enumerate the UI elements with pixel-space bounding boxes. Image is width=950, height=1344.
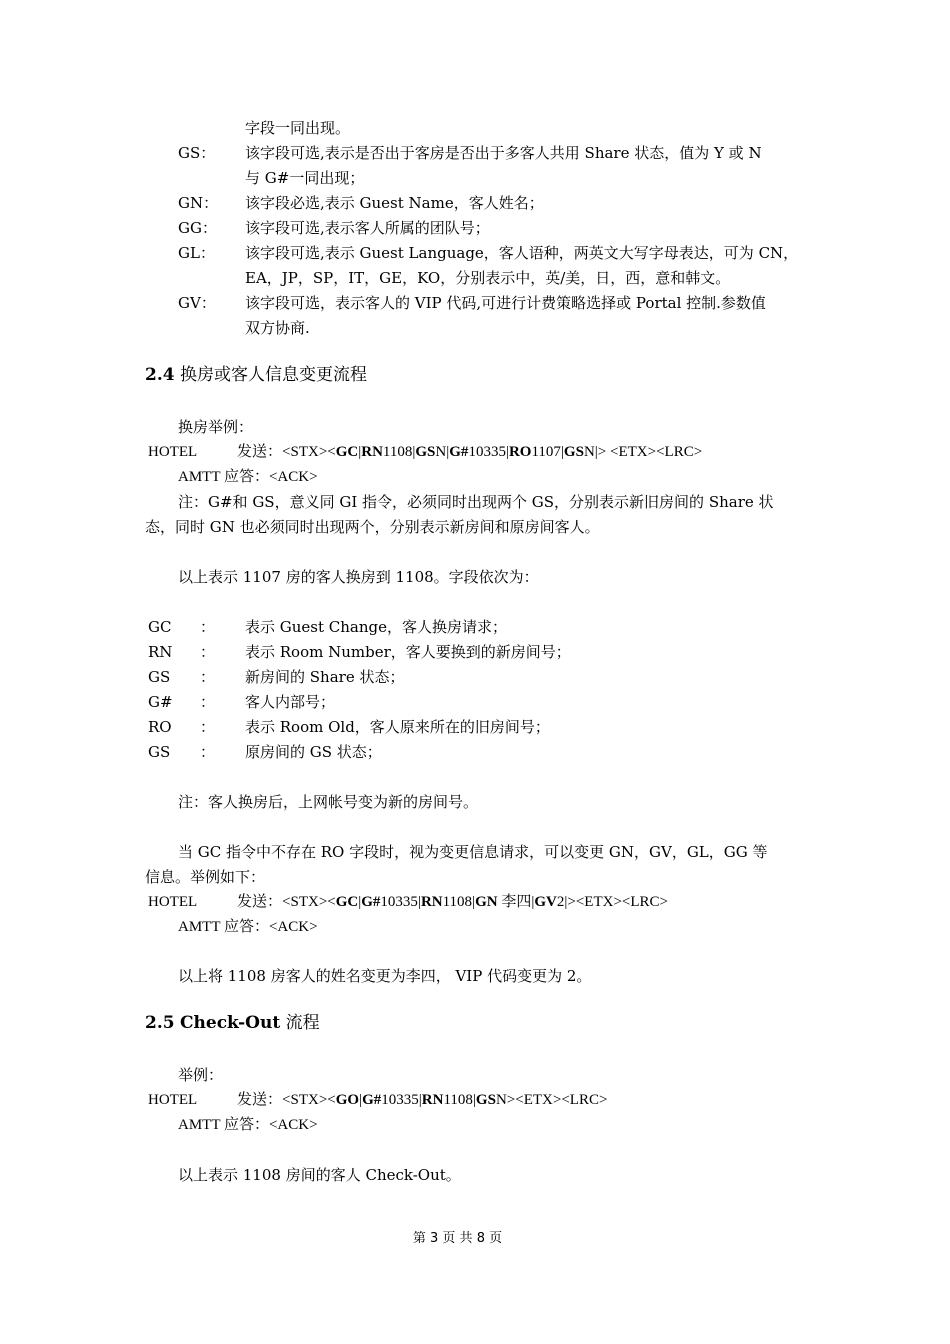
msg-field-code: GS: [415, 444, 436, 460]
example-label: 举例：: [178, 1066, 224, 1084]
msg-field-value: 10335: [468, 444, 506, 460]
msg-separator: |: [560, 444, 564, 460]
note-line-1: 注：G#和 GS，意义同 GI 指令，必须同时出现两个 GS，分别表示新旧房间的 Share 状: [178, 493, 774, 511]
amtt-reply-3: AMTT 应答：<ACK>: [178, 1117, 318, 1133]
field-code: GC: [148, 618, 172, 636]
hotel-label: HOTEL: [148, 1092, 198, 1108]
msg-field-code: RN: [361, 444, 383, 460]
msg-separator: |: [417, 894, 421, 910]
def-desc-gg: 该字段可选,表示客人所属的团队号；: [245, 219, 490, 237]
msg-field-code: GC: [335, 444, 359, 460]
heading-number: 2.5: [145, 1013, 175, 1033]
heading-text: 换房或客人信息变更流程: [179, 365, 367, 385]
hotel-label: HOTEL: [148, 444, 198, 460]
def-desc-gl-2: EA，JP，SP，IT，GE，KO，分别表示中，英/美，日，西，意和韩文。: [245, 269, 731, 287]
send-label: 发送：: [237, 894, 283, 910]
msg-token: <STX><: [282, 894, 336, 910]
msg-field-code: GC: [335, 894, 359, 910]
def-key-gs: GS：: [178, 144, 216, 162]
msg-field-code: G#: [361, 894, 381, 910]
message-swap-room: [237, 442, 702, 462]
msg-field-value: 李四: [497, 894, 532, 910]
amtt-reply-1: AMTT 应答：<ACK>: [178, 469, 318, 485]
msg-token: |> <ETX><LRC>: [594, 444, 703, 460]
msg-separator: |: [358, 444, 362, 460]
change-line-2: 信息。举例如下：: [145, 868, 266, 886]
field-colon: ：: [200, 693, 216, 711]
page-number: 第 3 页 共 8 页: [412, 1231, 503, 1246]
msg-field-value: N: [495, 1092, 507, 1108]
field-code: GS: [148, 668, 171, 686]
def-desc-gv-1: 该字段可选，表示客人的 VIP 代码,可进行计费策略选择或 Portal 控制.参数值: [245, 294, 766, 312]
msg-field-code: GS: [475, 1092, 496, 1108]
field-colon: ：: [200, 643, 216, 661]
msg-field-value: 1107: [531, 444, 561, 460]
field-code: RO: [148, 718, 172, 736]
change-summary: 以上将 1108 房客人的姓名变更为李四， VIP 代码变更为 2。: [178, 967, 592, 985]
msg-separator: |: [531, 894, 535, 910]
msg-field-code: RN: [421, 1092, 444, 1108]
msg-field-code: GO: [335, 1092, 360, 1108]
heading-text-bold: Check-Out: [179, 1013, 281, 1033]
field-colon: ：: [200, 718, 216, 736]
msg-token: |><ETX><LRC>: [564, 894, 668, 910]
msg-field-code: RN: [420, 894, 443, 910]
msg-separator: |: [359, 1092, 363, 1108]
field-colon: ：: [200, 743, 216, 761]
msg-token: <STX><: [282, 444, 336, 460]
field-desc: 表示 Room Old，客人原来所在的旧房间号；: [245, 718, 550, 736]
field-code: GS: [148, 743, 171, 761]
msg-separator: |: [358, 894, 362, 910]
msg-separator: |: [446, 444, 450, 460]
field-code: RN: [148, 643, 173, 661]
def-key-gv: GV：: [178, 294, 216, 312]
def-key-gl: GL：: [178, 244, 215, 262]
field-desc: 表示 Guest Change，客人换房请求；: [245, 618, 508, 636]
msg-separator: |: [472, 894, 476, 910]
msg-field-value: N: [583, 444, 595, 460]
msg-field-value: 2: [556, 894, 565, 910]
def-key-gg: GG：: [178, 219, 217, 237]
msg-field-value: 10335: [381, 1092, 419, 1108]
def-desc-gv-2: 双方协商.: [245, 319, 310, 337]
msg-field-value: 10335: [380, 894, 418, 910]
example-label: 换房举例：: [178, 418, 254, 436]
send-label: 发送：: [237, 444, 283, 460]
field-desc: 原房间的 GS 状态；: [245, 743, 382, 761]
field-colon: ：: [200, 618, 216, 636]
section-heading-2-5: [145, 1012, 320, 1034]
message-change-info: [237, 892, 668, 912]
field-colon: ：: [200, 668, 216, 686]
msg-field-code: RO: [508, 444, 532, 460]
field-desc: 客人内部号；: [245, 693, 336, 711]
account-note: 注：客人换房后，上网帐号变为新的房间号。: [178, 793, 479, 811]
msg-separator: |: [505, 444, 509, 460]
msg-field-code: GN: [475, 894, 498, 910]
def-desc-gn: 该字段必选,表示 Guest Name，客人姓名；: [245, 194, 544, 212]
msg-field-code: G#: [449, 444, 469, 460]
message-check-out: [237, 1090, 607, 1110]
msg-token: <STX><: [282, 1092, 336, 1108]
hotel-label: HOTEL: [148, 894, 198, 910]
msg-field-value: 1108: [443, 1092, 473, 1108]
msg-field-code: GV: [534, 894, 557, 910]
gs-cont-text: 字段一同出现。: [245, 119, 351, 137]
msg-separator: |: [412, 444, 416, 460]
msg-field-code: GS: [563, 444, 584, 460]
msg-field-value: N: [435, 444, 447, 460]
msg-field-value: 1108: [442, 894, 473, 910]
amtt-reply-2: AMTT 应答：<ACK>: [178, 919, 318, 935]
send-label: 发送：: [237, 1092, 283, 1108]
msg-field-code: G#: [362, 1092, 382, 1108]
note-line-2: 态，同时 GN 也必须同时出现两个，分别表示新房间和原房间客人。: [145, 518, 600, 536]
section-heading-2-4: [145, 364, 367, 386]
field-desc: 表示 Room Number，客人要换到的新房间号；: [245, 643, 571, 661]
def-key-gn: GN：: [178, 194, 219, 212]
msg-field-value: 1108: [382, 444, 413, 460]
swap-summary: 以上表示 1107 房的客人换房到 1108。字段依次为：: [178, 568, 539, 586]
heading-number: 2.4: [145, 365, 175, 385]
msg-separator: |: [418, 1092, 422, 1108]
msg-token: ><ETX><LRC>: [506, 1092, 608, 1108]
checkout-summary: 以上表示 1108 房间的客人 Check-Out。: [178, 1166, 461, 1184]
heading-text: 流程: [280, 1013, 320, 1033]
def-desc-gs-1: 该字段可选,表示是否出于客房是否出于多客人共用 Share 状态，值为 Y 或 N: [245, 144, 762, 162]
change-line-1: 当 GC 指令中不存在 RO 字段时，视为变更信息请求，可以变更 GN，GV，GL，GG 等: [178, 843, 768, 861]
def-desc-gl-1: 该字段可选,表示 Guest Language，客人语种，两英文大写字母表达，可为 CN，: [245, 244, 799, 262]
field-desc: 新房间的 Share 状态；: [245, 668, 405, 686]
def-desc-gs-2: 与 G#一同出现；: [245, 169, 365, 187]
field-code: G#: [148, 693, 173, 711]
msg-separator: |: [472, 1092, 476, 1108]
